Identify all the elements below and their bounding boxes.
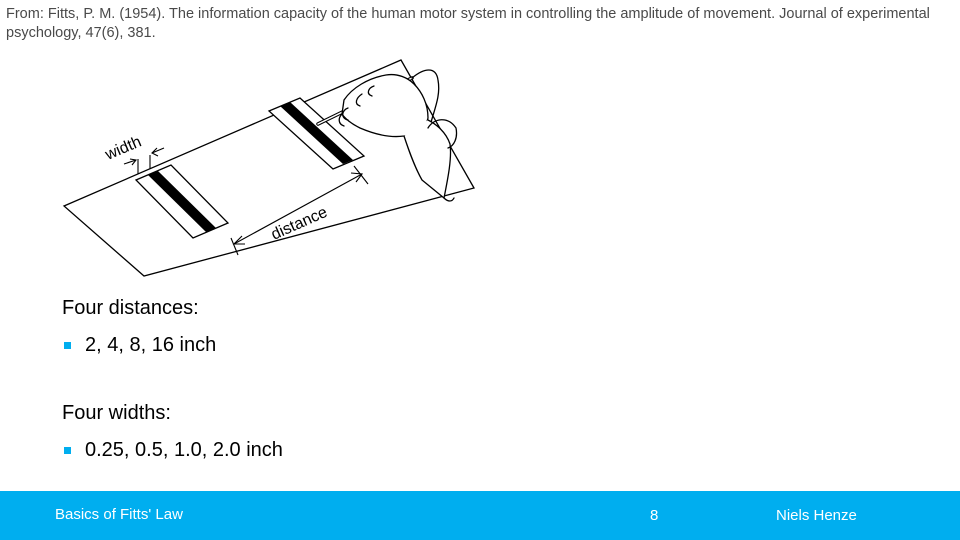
slide-content — [62, 296, 662, 462]
square-bullet-icon — [64, 447, 71, 454]
fitts-task-diagram — [56, 48, 476, 288]
widths-bullet — [62, 438, 662, 462]
footer-title: Basics of Fitts' Law — [55, 506, 183, 523]
slide-footer — [0, 491, 960, 540]
square-bullet-icon — [64, 342, 71, 349]
width-label: width — [102, 133, 144, 164]
footer-author: Niels Henze — [776, 507, 857, 524]
fitts-task-illustration — [56, 48, 476, 288]
widths-heading: Four widths: — [62, 402, 171, 424]
distances-bullet — [62, 333, 662, 357]
citation-text: From: Fitts, P. M. (1954). The information capacity of the human motor system in controlling the amplitude of movement. Journal of experimental psychology, 47(6), 381. — [6, 6, 930, 41]
distance-label: distance — [268, 203, 331, 244]
page-number: 8 — [650, 507, 659, 524]
distances-heading: Four distances: — [62, 297, 199, 319]
distances-values: 2, 4, 8, 16 inch — [85, 334, 217, 356]
widths-values: 0.25, 0.5, 1.0, 2.0 inch — [85, 439, 283, 461]
